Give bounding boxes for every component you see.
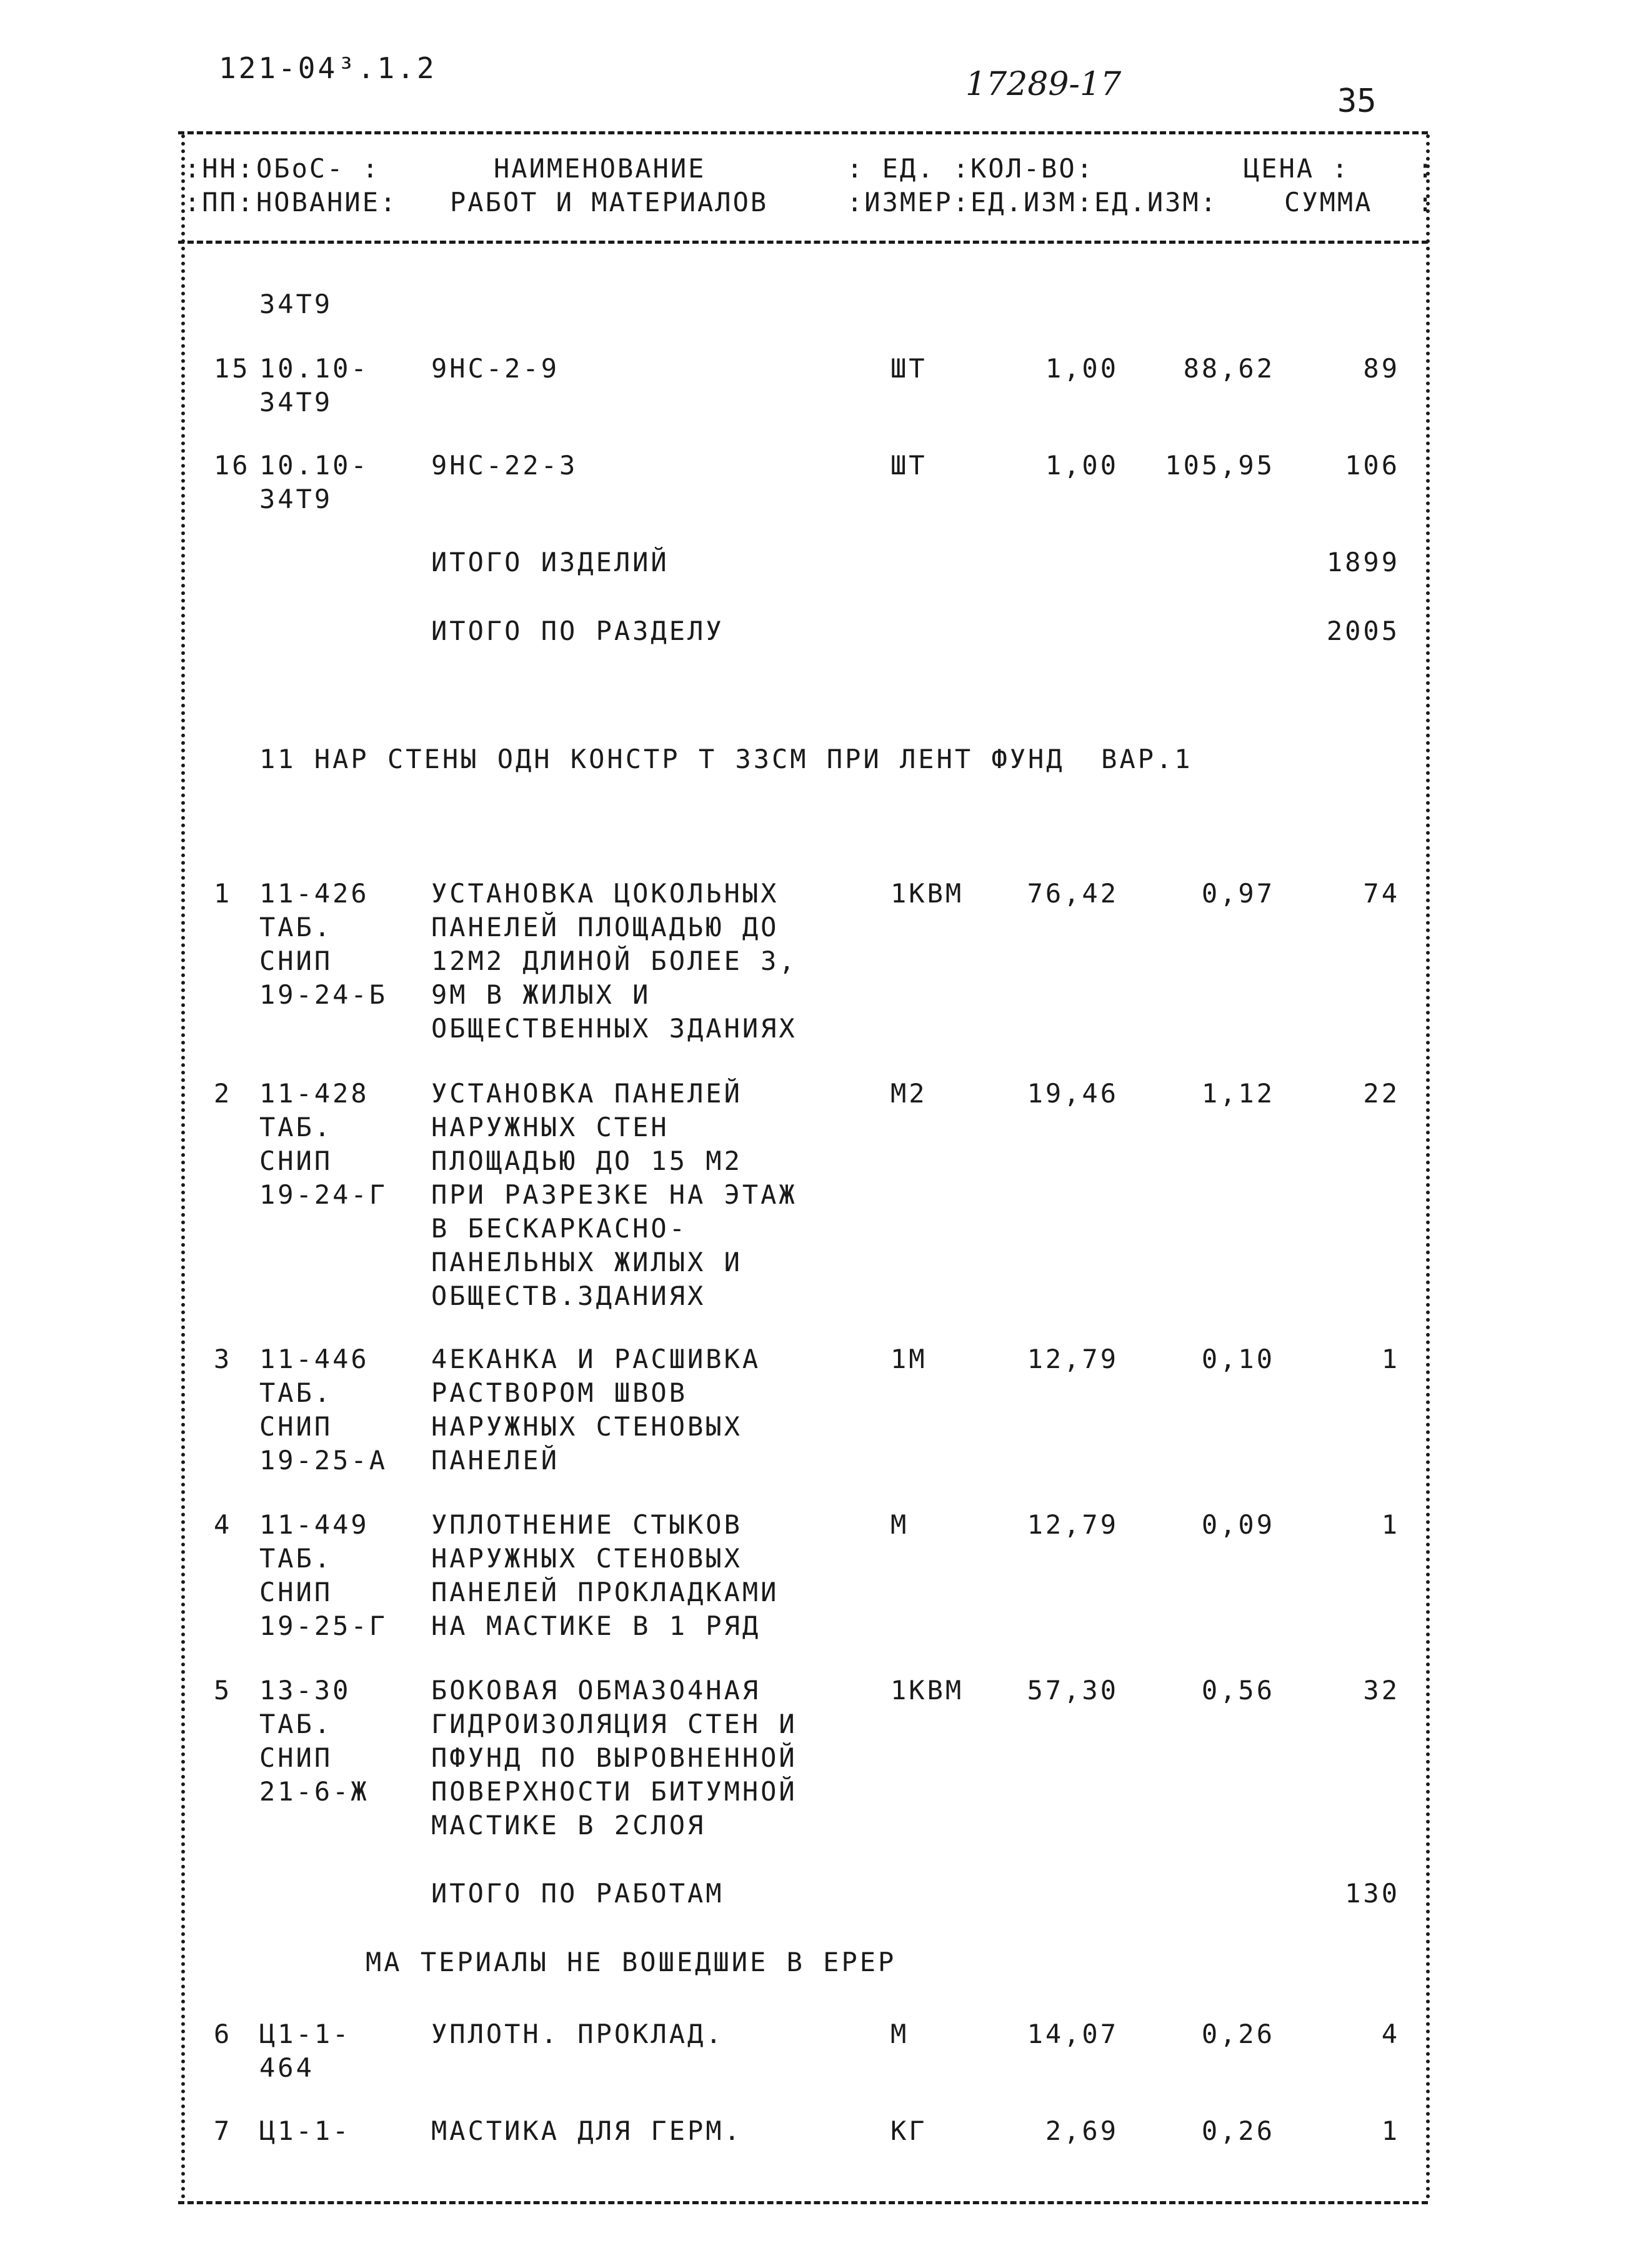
row-unit-price: 0,09 bbox=[1201, 1509, 1275, 1540]
row-name-line: 12М2 ДЛИНОЙ БОЛЕЕ 3, bbox=[431, 946, 797, 976]
row-name-line: УПЛОТНЕНИЕ СТЫКОВ bbox=[431, 1509, 742, 1540]
row-code-line: 13-30 bbox=[259, 1675, 351, 1706]
row-unit: 1КВМ bbox=[890, 1675, 964, 1706]
total-sum: 2005 bbox=[1326, 616, 1400, 646]
row-unit: ШТ bbox=[890, 450, 927, 481]
row-name-line: ГИДРОИЗОЛЯЦИЯ СТЕН И bbox=[431, 1709, 797, 1739]
row-code-line: 464 bbox=[259, 2052, 314, 2083]
row-quantity: 57,30 bbox=[1027, 1675, 1119, 1706]
row-name-line: ПФУНД ПО ВЫРОВНЕННОЙ bbox=[431, 1742, 797, 1773]
row-number: 2 bbox=[214, 1078, 232, 1109]
row-quantity: 1,00 bbox=[1045, 353, 1119, 384]
row-number: 7 bbox=[214, 2116, 232, 2146]
row-code bbox=[259, 450, 369, 517]
row-sum: 74 bbox=[1363, 878, 1400, 909]
document-code: 121-04³.1.2 bbox=[219, 51, 437, 85]
row-name bbox=[431, 1078, 797, 1314]
row-sum: 89 bbox=[1363, 353, 1400, 384]
row-unit-price: 1,12 bbox=[1201, 1078, 1275, 1109]
column-header-units: : ЕД. :КОЛ-ВО: :ИЗМЕР:ЕД.ИЗМ:ЕД.ИЗМ: bbox=[847, 153, 1219, 217]
row-number: 16 bbox=[214, 450, 251, 481]
row-name bbox=[431, 2019, 724, 2052]
row-code-line: 10.10- bbox=[259, 353, 369, 384]
materials-title-text: МА ТЕРИАЛЫ НЕ ВОШЕДШИЕ В ЕРЕР bbox=[366, 1947, 897, 1977]
row-number: 3 bbox=[214, 1344, 232, 1374]
row-code-line: ТАБ. bbox=[259, 912, 333, 942]
row-code bbox=[259, 1344, 387, 1479]
row-code-line: 34Т9 bbox=[259, 387, 333, 417]
row-name bbox=[431, 1675, 797, 1844]
row-code-line: 11-428 bbox=[259, 1078, 369, 1109]
row-code-line: 21-6-Ж bbox=[259, 1776, 369, 1807]
total-label: ИТОГО ПО РАБОТАМ bbox=[431, 1878, 724, 1909]
row-sum: 32 bbox=[1363, 1675, 1400, 1706]
section-title-text: 11 НАР СТЕНЫ ОДН КОНСТР Т 33СМ ПРИ ЛЕНТ ФУНД ВАР.1 bbox=[259, 744, 1193, 774]
row-sum: 106 bbox=[1345, 450, 1400, 481]
column-header-price-sum: ЦЕНА : СУММА bbox=[1244, 153, 1373, 217]
row-name-line: УСТАНОВКА ПАНЕЛЕЙ bbox=[431, 1078, 742, 1109]
row-name-line: ПОВЕРХНОСТИ БИТУМНОЙ bbox=[431, 1776, 797, 1807]
row-unit: КГ bbox=[890, 2116, 927, 2146]
row-unit: М bbox=[890, 2019, 909, 2049]
row-quantity: 1,00 bbox=[1045, 450, 1119, 481]
row-sum: 1 bbox=[1381, 1344, 1400, 1374]
row-sum: 1 bbox=[1381, 2116, 1400, 2146]
total-sum: 130 bbox=[1345, 1878, 1400, 1909]
row-number: 6 bbox=[214, 2019, 232, 2049]
row-code-line: 19-25-А bbox=[259, 1445, 388, 1476]
row-unit-price: 0,26 bbox=[1201, 2019, 1275, 2049]
column-header-end: : : bbox=[1417, 153, 1435, 217]
row-name-line: НАРУЖНЫХ СТЕНОВЫХ bbox=[431, 1411, 742, 1442]
total-label: ИТОГО ИЗДЕЛИЙ bbox=[431, 547, 669, 577]
row-quantity: 14,07 bbox=[1027, 2019, 1119, 2049]
row-code-line: СНИП bbox=[259, 1742, 333, 1773]
row-code-line: 34Т9 bbox=[259, 289, 333, 319]
row-number: 5 bbox=[214, 1675, 232, 1706]
row-name bbox=[431, 1344, 761, 1479]
row-code bbox=[259, 289, 332, 322]
handwritten-number: 17289-17 bbox=[965, 66, 1122, 103]
row-code-line: СНИП bbox=[259, 1411, 333, 1442]
total-sum: 1899 bbox=[1326, 547, 1400, 577]
row-name-line: ПАНЕЛЕЙ bbox=[431, 1445, 560, 1476]
row-code-line: СНИП bbox=[259, 1577, 333, 1607]
row-sum: 22 bbox=[1363, 1078, 1400, 1109]
row-quantity: 12,79 bbox=[1027, 1344, 1119, 1374]
row-name bbox=[431, 1509, 779, 1644]
row-name-line: ПЛОЩАДЬЮ ДО 15 М2 bbox=[431, 1146, 742, 1176]
row-code-line: Ц1-1- bbox=[259, 2019, 351, 2049]
row-unit-price: 0,26 bbox=[1201, 2116, 1275, 2146]
row-code bbox=[259, 353, 369, 421]
row-code-line: ТАБ. bbox=[259, 1543, 333, 1574]
row-name-line: ОБЩЕСТВЕННЫХ ЗДАНИЯХ bbox=[431, 1013, 797, 1044]
row-unit: М bbox=[890, 1509, 909, 1540]
row-code-line: Ц1-1- bbox=[259, 2116, 351, 2146]
page-number: 35 bbox=[1337, 82, 1377, 120]
header-dashed-rule bbox=[178, 241, 1428, 244]
row-code-line: 10.10- bbox=[259, 450, 369, 481]
row-quantity: 12,79 bbox=[1027, 1509, 1119, 1540]
row-code-line: СНИП bbox=[259, 946, 333, 976]
row-code-line: 11-449 bbox=[259, 1509, 369, 1540]
row-name-line: НАРУЖНЫХ СТЕНОВЫХ bbox=[431, 1543, 742, 1574]
row-unit: 1М bbox=[890, 1344, 927, 1374]
row-code bbox=[259, 1675, 369, 1810]
row-name-line: БОКОВАЯ ОБМАЗО4НАЯ bbox=[431, 1675, 761, 1706]
row-quantity: 2,69 bbox=[1045, 2116, 1119, 2146]
row-quantity: 76,42 bbox=[1027, 878, 1119, 909]
row-name-line: 9М В ЖИЛЫХ И bbox=[431, 979, 651, 1010]
right-dotted-border bbox=[1426, 134, 1430, 2200]
row-unit: М2 bbox=[890, 1078, 927, 1109]
row-code bbox=[259, 1509, 387, 1644]
row-name-line: МАСТИКА ДЛЯ ГЕРМ. bbox=[431, 2116, 742, 2146]
top-dashed-rule bbox=[178, 131, 1428, 134]
row-unit-price: 0,10 bbox=[1201, 1344, 1275, 1374]
row-code-line: СНИП bbox=[259, 1146, 333, 1176]
row-code-line: ТАБ. bbox=[259, 1377, 333, 1408]
row-name-line: УПЛОТН. ПРОКЛАД. bbox=[431, 2019, 724, 2049]
row-code bbox=[259, 878, 387, 1013]
row-code-line: ТАБ. bbox=[259, 1112, 333, 1142]
row-name-line: ОБЩЕСТВ.ЗДАНИЯХ bbox=[431, 1281, 706, 1311]
row-unit-price: 0,97 bbox=[1201, 878, 1275, 909]
row-name bbox=[431, 353, 559, 387]
row-code-line: 19-24-Б bbox=[259, 979, 388, 1010]
row-code-line: 19-24-Г bbox=[259, 1179, 388, 1210]
column-header-code: ОБоС- : НОВАНИЕ: bbox=[256, 153, 398, 217]
row-number: 15 bbox=[214, 353, 251, 384]
row-number: 4 bbox=[214, 1509, 232, 1540]
row-unit-price: 105,95 bbox=[1165, 450, 1275, 481]
row-name-line: РАСТВОРОМ ШВОВ bbox=[431, 1377, 688, 1408]
row-code bbox=[259, 1078, 387, 1213]
row-unit-price: 88,62 bbox=[1183, 353, 1275, 384]
row-name-line: 9НС-2-9 bbox=[431, 353, 560, 384]
column-header-num: :НН: :ПП: bbox=[184, 153, 256, 217]
row-unit: ШТ bbox=[890, 353, 927, 384]
row-name-line: НАРУЖНЫХ СТЕН bbox=[431, 1112, 669, 1142]
bottom-dashed-rule bbox=[178, 2201, 1428, 2204]
row-name-line: МАСТИКЕ В 2СЛОЯ bbox=[431, 1810, 706, 1841]
row-sum: 1 bbox=[1381, 1509, 1400, 1540]
row-name-line: НА МАСТИКЕ В 1 РЯД bbox=[431, 1611, 761, 1641]
row-name bbox=[431, 2116, 742, 2149]
row-number: 1 bbox=[214, 878, 232, 909]
row-name-line: ПАНЕЛЬНЫХ ЖИЛЫХ И bbox=[431, 1247, 742, 1277]
row-name-line: ПАНЕЛЕЙ ПРОКЛАДКАМИ bbox=[431, 1577, 779, 1607]
column-header-name: НАИМЕНОВАНИЕ РАБОТ И МАТЕРИАЛОВ bbox=[450, 153, 769, 217]
left-dotted-border bbox=[181, 134, 185, 2200]
row-code-line: 19-25-Г bbox=[259, 1611, 388, 1641]
row-quantity: 19,46 bbox=[1027, 1078, 1119, 1109]
row-code-line: ТАБ. bbox=[259, 1709, 333, 1739]
row-unit: 1КВМ bbox=[890, 878, 964, 909]
row-name-line: УСТАНОВКА ЦОКОЛЬНЫХ bbox=[431, 878, 779, 909]
row-name-line: В БЕСКАРКАСНО- bbox=[431, 1213, 688, 1244]
row-code-line: 11-446 bbox=[259, 1344, 369, 1374]
row-name bbox=[431, 450, 577, 484]
row-name-line: 4ЕКАНКА И РАСШИВКА bbox=[431, 1344, 761, 1374]
row-code-line: 34Т9 bbox=[259, 484, 333, 514]
row-code bbox=[259, 2019, 351, 2086]
row-code-line: 11-426 bbox=[259, 878, 369, 909]
row-name-line: ПАНЕЛЕЙ ПЛОЩАДЬЮ ДО bbox=[431, 912, 779, 942]
total-label: ИТОГО ПО РАЗДЕЛУ bbox=[431, 616, 724, 646]
row-name bbox=[431, 878, 797, 1047]
row-code bbox=[259, 2116, 351, 2149]
row-unit-price: 0,56 bbox=[1201, 1675, 1275, 1706]
row-name-line: ПРИ РАЗРЕЗКЕ НА ЭТАЖ bbox=[431, 1179, 797, 1210]
row-name-line: 9НС-22-3 bbox=[431, 450, 578, 481]
row-sum: 4 bbox=[1381, 2019, 1400, 2049]
